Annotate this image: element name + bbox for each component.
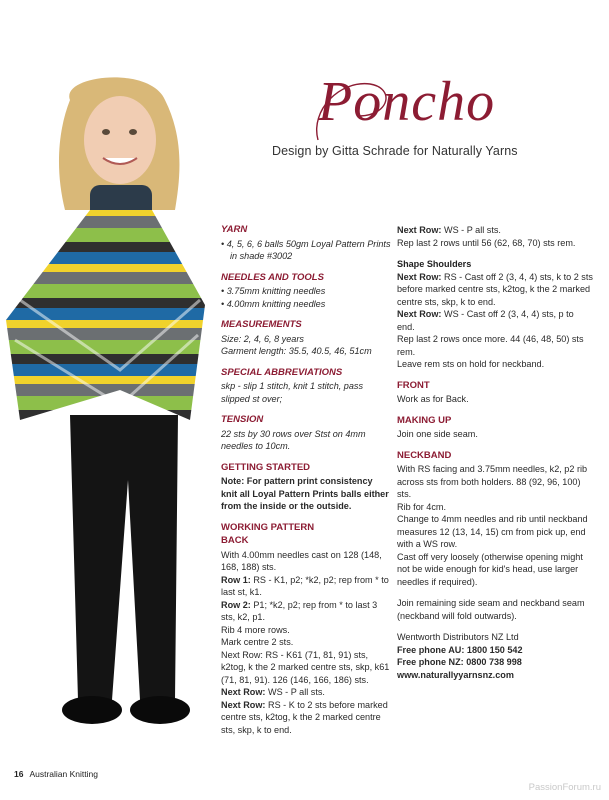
yarn-item: • 4, 5, 6, 6 balls 50gm Loyal Pattern Prints in shade #3002 [221,238,391,261]
repeat-rows: Rep last 2 rows until 56 (62, 68, 70) sts rem. [397,237,576,248]
website-link[interactable]: www.naturallyyarnsnz.com [397,669,514,680]
distributor-name: Wentworth Distributors NZ Ltd [397,632,519,642]
model-photo [0,60,210,750]
row-1-text: RS - K1, p2; *k2, p2; rep from * to last st, k1. [221,574,389,597]
needles-heading: NEEDLES AND TOOLS [221,271,324,283]
next-row-rs-decrease: Next Row: RS - K61 (71, 81, 91) sts, k2tog, k the 2 marked centre sts, skp, k61 (71, 81, 91). 126 (146, 166, 186) sts. [221,649,390,685]
getting-started-note [221,475,391,513]
needles-item-2: • 4.00mm knitting needles [221,298,326,309]
measurements-heading: MEASUREMENTS [221,319,302,330]
shape-shoulders-heading: Shape Shoulders [397,259,472,269]
note-label: Note: [221,476,245,486]
next-row-rs-label: Next Row: [221,699,266,710]
neckband-4: Cast off very loosely (otherwise opening might not be wide enough for kid's head, use larger needles if required). [397,551,583,587]
needles-item-1: • 3.75mm knitting needles [221,286,326,296]
watermark: PassionForum.ru [528,782,601,793]
shape-repeat: Rep last 2 rows once more. 44 (46, 48, 50) sts rem. [397,334,584,357]
next-row-ws-purl [397,224,593,237]
back-heading: BACK [221,535,249,546]
neckband-2: Rib for 4cm. [397,501,447,512]
next-row-ws-label: Next Row: [221,687,266,697]
next-row-ws-purl-label: Next Row: [397,225,442,235]
shape-row-1-text: RS - Cast off 2 (3, 4, 4) sts, k to 2 sts before marked centre sts, k2tog, k the 2 marked centre sts, skp, k to end. [397,271,593,307]
page-number: 16 [14,769,24,779]
making-up-text: Join one side seam. [397,429,478,439]
shape-row-2 [397,308,593,333]
measurements-size: Size: 2, 4, 6, 8 years [221,333,304,344]
next-row-rs [221,699,391,737]
neckband-1: With RS facing and 3.75mm needles, k2, p2 rib across sts from both holders. 88 (92, 96, 100) sts. [397,464,588,499]
page-footer [14,769,98,779]
neckband-heading: NECKBAND [397,449,452,461]
working-pattern-heading: WORKING PATTERN [221,521,315,533]
rib-more-rows: Rib 4 more rows. [221,624,290,635]
next-row-rs-text: RS - K to 2 sts before marked centre sts, k2tog, k the 2 marked centre sts, skp, k to end. [221,699,388,735]
back-cast-on: With 4.00mm needles cast on 128 (148, 168, 188) sts. [221,549,382,572]
shape-row-1 [397,271,593,309]
making-up-heading: MAKING UP [397,414,452,426]
neckband-5: Join remaining side seam and neckband seam (neckband will fold outwards). [397,598,585,621]
note-text: For pattern print consistency knit all Loyal Pattern Prints balls either from the inside or the outside. [221,476,389,511]
yarn-heading: YARN [221,224,248,235]
phone-au: Free phone AU: 1800 150 542 [397,644,523,655]
row-2 [221,599,391,624]
shape-row-1-label: Next Row: [397,271,442,282]
shape-row-2-label: Next Row: [397,309,442,319]
next-row-ws [221,686,391,699]
shape-leave: Leave rem sts on hold for neckband. [397,359,545,369]
getting-started-heading: GETTING STARTED [221,461,311,473]
byline: Design by Gitta Schrade for Naturally Yarns [272,144,518,158]
front-text: Work as for Back. [397,394,469,404]
page-title: Poncho [318,71,496,133]
row-1-label: Row 1: [221,574,251,585]
front-heading: FRONT [397,379,430,391]
pattern-column-right [397,224,593,681]
measurements-length: Garment length: 35.5, 40.5, 46, 51cm [221,346,372,356]
abbreviations-text: skp - slip 1 stitch, knit 1 stitch, pass slipped st over; [221,381,364,404]
magazine-name: Australian Knitting [29,769,98,779]
row-2-label: Row 2: [221,599,251,610]
tension-text: 22 sts by 30 rows over Stst on 4mm needles to 10cm. [221,428,366,451]
next-row-ws-purl-text: WS - P all sts. [441,225,501,235]
tension-heading: TENSION [221,414,264,425]
neckband-3: Change to 4mm needles and rib until neckband measures 12 (13, 14, 15) cm from pick up, end with a WS row. [397,514,588,549]
pattern-column-left [221,224,391,736]
mark-centre: Mark centre 2 sts. [221,637,294,647]
abbreviations-heading: SPECIAL ABBREVIATIONS [221,366,343,378]
row-1 [221,574,391,599]
shape-row-2-text: WS - Cast off 2 (3, 4, 4) sts, p to end. [397,309,574,332]
next-row-ws-text: WS - P all sts. [265,687,325,697]
row-2-text: P1; *k2, p2; rep from * to last 3 sts, k2, p1. [221,599,378,622]
phone-nz: Free phone NZ: 0800 738 998 [397,657,522,667]
